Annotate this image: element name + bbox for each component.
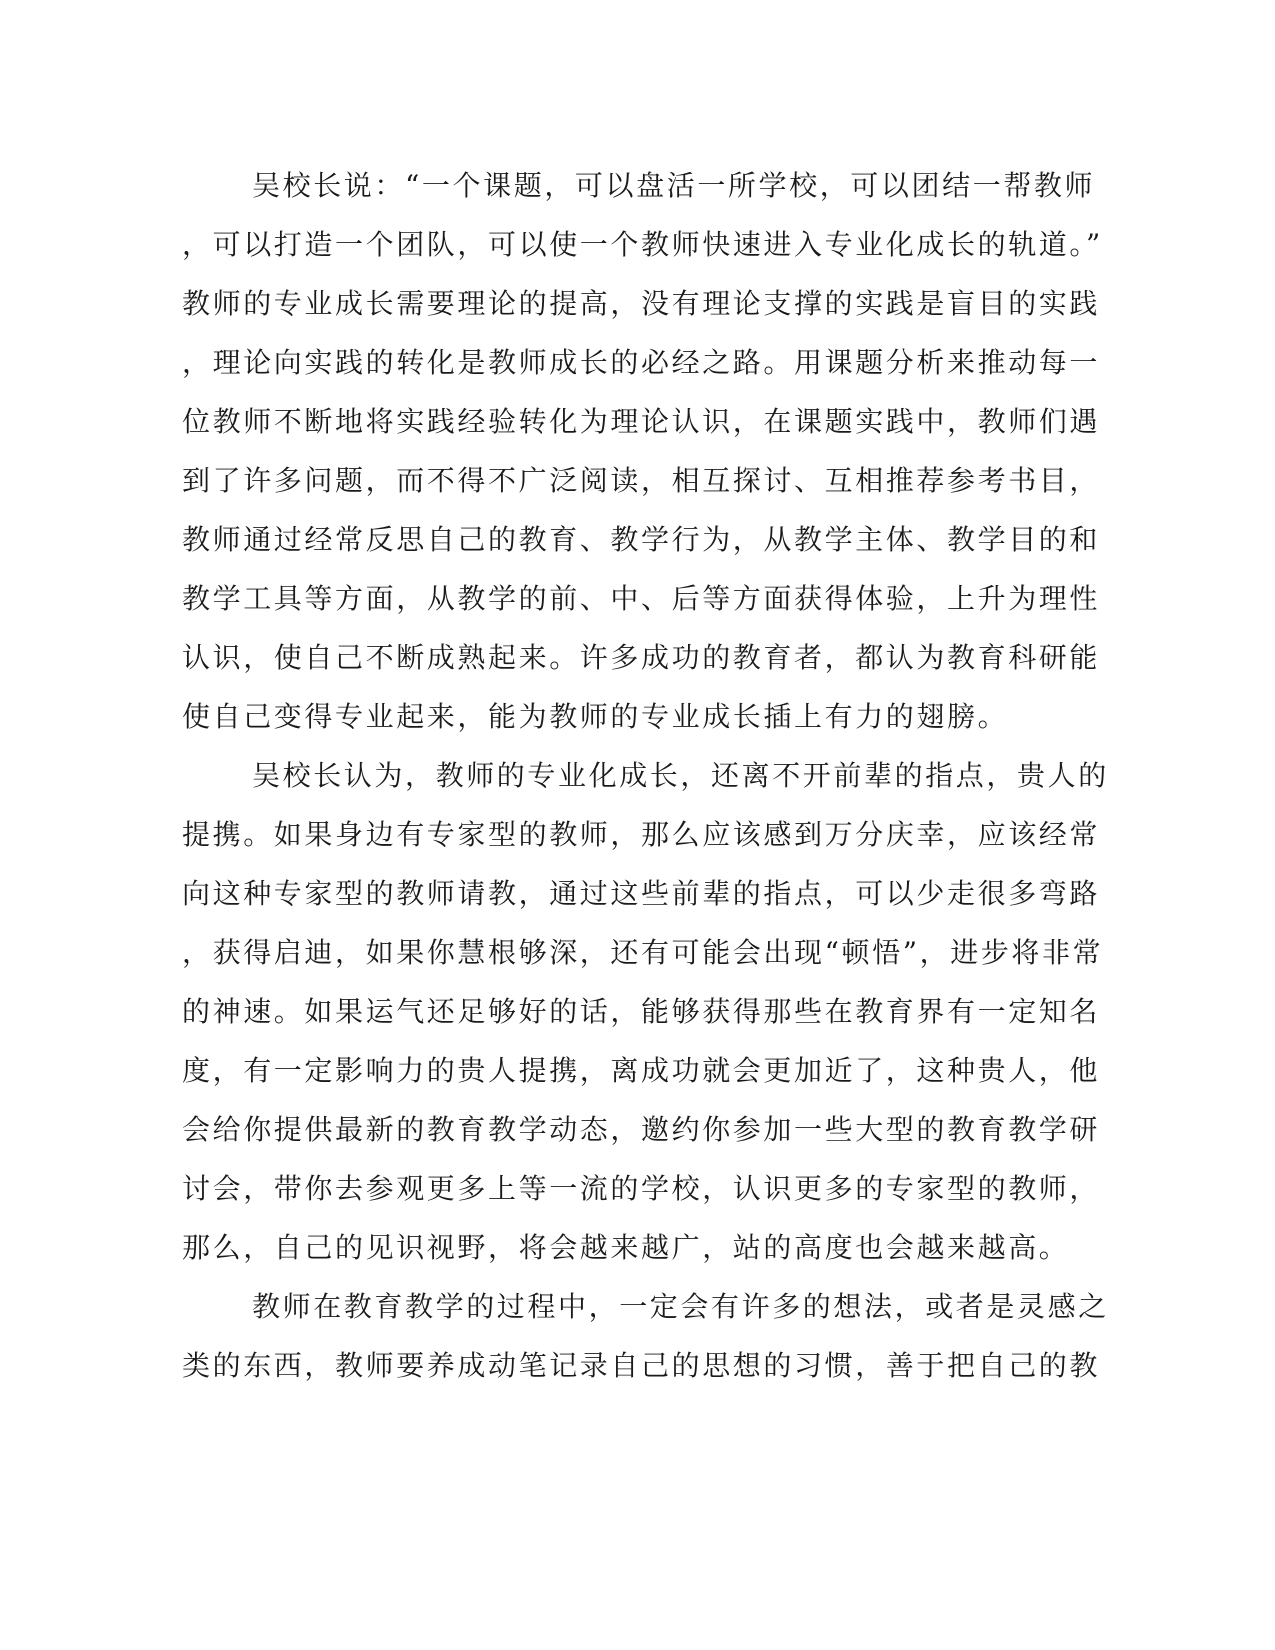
paragraph-2-line-3: 向这种专家型的教师请教，通过这些前辈的指点，可以少走很多弯路: [182, 877, 1101, 910]
paragraph-2-line-8: 讨会，带你去参观更多上等一流的学校，认识更多的专家型的教师，: [182, 1172, 1101, 1205]
paragraph-2-line-5: 的神速。如果运气还足够好的话，能够获得那些在教育界有一定知名: [182, 995, 1101, 1028]
paragraph-1-line-2: ，可以打造一个团队，可以使一个教师快速进入专业化成长的轨道。”: [182, 228, 1103, 261]
document-body: [182, 156, 1109, 1395]
paragraph-1-line-8: 教学工具等方面，从教学的前、中、后等方面获得体验，上升为理性: [182, 582, 1101, 615]
paragraph-2-line-7: 会给你提供最新的教育教学动态，邀约你参加一些大型的教育教学研: [182, 1113, 1101, 1146]
paragraph-1-line-5: 位教师不断地将实践经验转化为理论认识，在课题实践中，教师们遇: [182, 405, 1101, 438]
paragraph-3-line-2: 类的东西，教师要养成动笔记录自己的思想的习惯，善于把自己的教: [182, 1349, 1101, 1382]
paragraph-1-line-9: 认识，使自己不断成熟起来。许多成功的教育者，都认为教育科研能: [182, 641, 1101, 674]
paragraph-2-line-1: 吴校长认为，教师的专业化成长，还离不开前辈的指点，贵人的: [252, 759, 1109, 792]
paragraph-1-line-3: 教师的专业成长需要理论的提高，没有理论支撑的实践是盲目的实践: [182, 287, 1101, 320]
paragraph-1-line-1: 吴校长说：“一个课题，可以盘活一所学校，可以团结一帮教师: [252, 169, 1096, 202]
paragraph-1-line-10: 使自己变得专业起来，能为教师的专业成长插上有力的翅膀。: [182, 700, 1009, 733]
paragraph-1-line-4: ，理论向实践的转化是教师成长的必经之路。用课题分析来推动每一: [182, 346, 1101, 379]
paragraph-2-line-9: 那么，自己的见识视野，将会越来越广，站的高度也会越来越高。: [182, 1231, 1070, 1264]
paragraph-3-line-1: 教师在教育教学的过程中，一定会有许多的想法，或者是灵感之: [252, 1290, 1109, 1323]
paragraph-2-line-4: ，获得启迪，如果你慧根够深，还有可能会出现“顿悟”，进步将非常: [182, 936, 1104, 969]
paragraph-2-line-6: 度，有一定影响力的贵人提携，离成功就会更加近了，这种贵人，他: [182, 1054, 1101, 1087]
paragraph-1-line-7: 教师通过经常反思自己的教育、教学行为，从教学主体、教学目的和: [182, 523, 1101, 556]
paragraph-2-line-2: 提携。如果身边有专家型的教师，那么应该感到万分庆幸，应该经常: [182, 818, 1101, 851]
paragraph-1-line-6: 到了许多问题，而不得不广泛阅读，相互探讨、互相推荐参考书目，: [182, 464, 1101, 497]
